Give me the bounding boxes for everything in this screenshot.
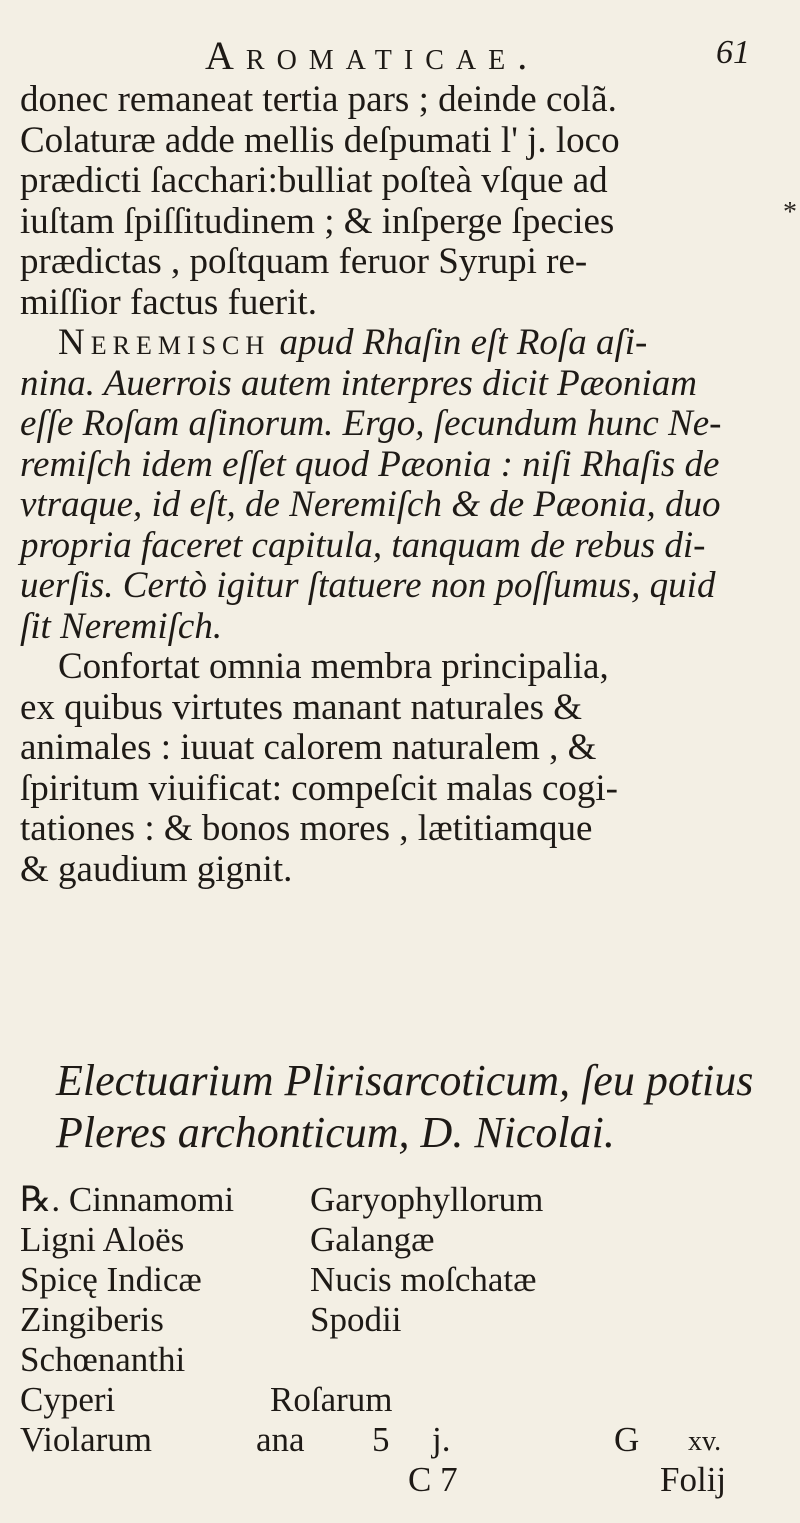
ingredient-right: Roſarum	[270, 1380, 393, 1419]
text-line: apud Rhaſin eſt Roſa aſi-	[279, 322, 648, 363]
text-line: remiſch idem eſſet quod Pæonia : niſi Rhaſis de	[20, 443, 720, 485]
heading-line-2: Pleres archonticum, D. Nicolai.	[56, 1108, 615, 1157]
text-line: prædictas , poſtquam feruor Syrupi re-	[20, 241, 588, 282]
body-text	[20, 80, 790, 890]
text-line: Confortat omnia membra principalia,	[58, 646, 609, 687]
text-line: iuſtam ſpiſſitudinem ; & inſperge ſpecies	[20, 200, 615, 242]
running-title: Aromaticae.	[205, 33, 540, 78]
neremisch-keyword: Neremisch	[58, 322, 271, 363]
text-line: ex quibus virtutes manant naturales &	[20, 686, 583, 728]
signature-mark: C 7	[408, 1460, 458, 1499]
recipe-row	[20, 1340, 790, 1380]
text-line: ſpiritum viuificat: compeſcit malas cogi-	[20, 767, 618, 809]
ingredient-left: Violarum	[20, 1420, 153, 1459]
catchword: Folij	[660, 1460, 727, 1499]
ingredient-right: Garyophyllorum	[310, 1180, 544, 1219]
text-line: eſſe Roſam aſinorum. Ergo, ſecundum hunc Ne-	[20, 403, 722, 444]
ingredient-left: Cyperi	[20, 1380, 116, 1419]
recipe-row	[20, 1220, 790, 1260]
ingredient-left: Ligni Aloës	[20, 1220, 185, 1259]
text-line: tationes : & bonos mores , lætitiamque	[20, 808, 593, 849]
ingredient-right: Nucis moſchatæ	[310, 1260, 537, 1299]
text-line: uerſis. Certò igitur ſtatuere non poſſumus, quid	[20, 565, 716, 606]
text-line: miſſior factus fuerit.	[20, 281, 317, 323]
ingredient-left: Zingiberis	[20, 1300, 164, 1339]
ingredient-left: Spicę Indicæ	[20, 1260, 202, 1299]
neremisch-paragraph-start	[20, 323, 790, 364]
text-line: vtraque, id eſt, de Neremiſch & de Pæonia, duo	[20, 484, 721, 525]
recipe-row	[20, 1180, 790, 1220]
recipe-row-quantity	[20, 1420, 790, 1460]
ingredient-right: Galangæ	[310, 1220, 435, 1259]
text-line: propria faceret capitula, tanquam de rebus di-	[20, 524, 706, 566]
ingredient-left: Schœnanthi	[20, 1340, 186, 1379]
text-line: donec remaneat tertia pars ; deinde colã.	[20, 79, 617, 120]
text-line: animales : iuuat calorem naturalem , &	[20, 727, 597, 768]
quantity-xv: xv.	[688, 1426, 722, 1457]
recipe-row	[20, 1260, 790, 1300]
margin-asterisk-mark: *	[783, 197, 797, 228]
text-line: nina. Auerrois autem interpres dicit Pæoniam	[20, 362, 697, 404]
g-symbol: G	[614, 1420, 640, 1459]
page-header	[0, 32, 800, 76]
heading-line-1: Electuarium Plirisarcoticum, ſeu potius	[56, 1056, 754, 1105]
text-line: Colaturæ adde mellis deſpumati l' j. loco	[20, 119, 620, 161]
quantity-number: 5	[372, 1420, 390, 1459]
text-line: prædicti ſacchari:bulliat poſteà vſque ad	[20, 160, 608, 201]
ingredient-left: ℞. Cinnamomi	[20, 1180, 235, 1219]
ingredient-right: Spodii	[310, 1300, 402, 1339]
text-line: ſit Neremiſch.	[20, 605, 223, 647]
quantity-unit: j.	[432, 1420, 451, 1459]
recipe-row	[20, 1380, 790, 1420]
page-number: 61	[716, 34, 750, 71]
recipe-row	[20, 1300, 790, 1340]
page-footer	[20, 1460, 790, 1500]
section-heading	[56, 1055, 796, 1159]
recipe-list	[20, 1180, 790, 1500]
text-line: & gaudium gignit.	[20, 848, 293, 890]
ana-word: ana	[256, 1420, 305, 1459]
